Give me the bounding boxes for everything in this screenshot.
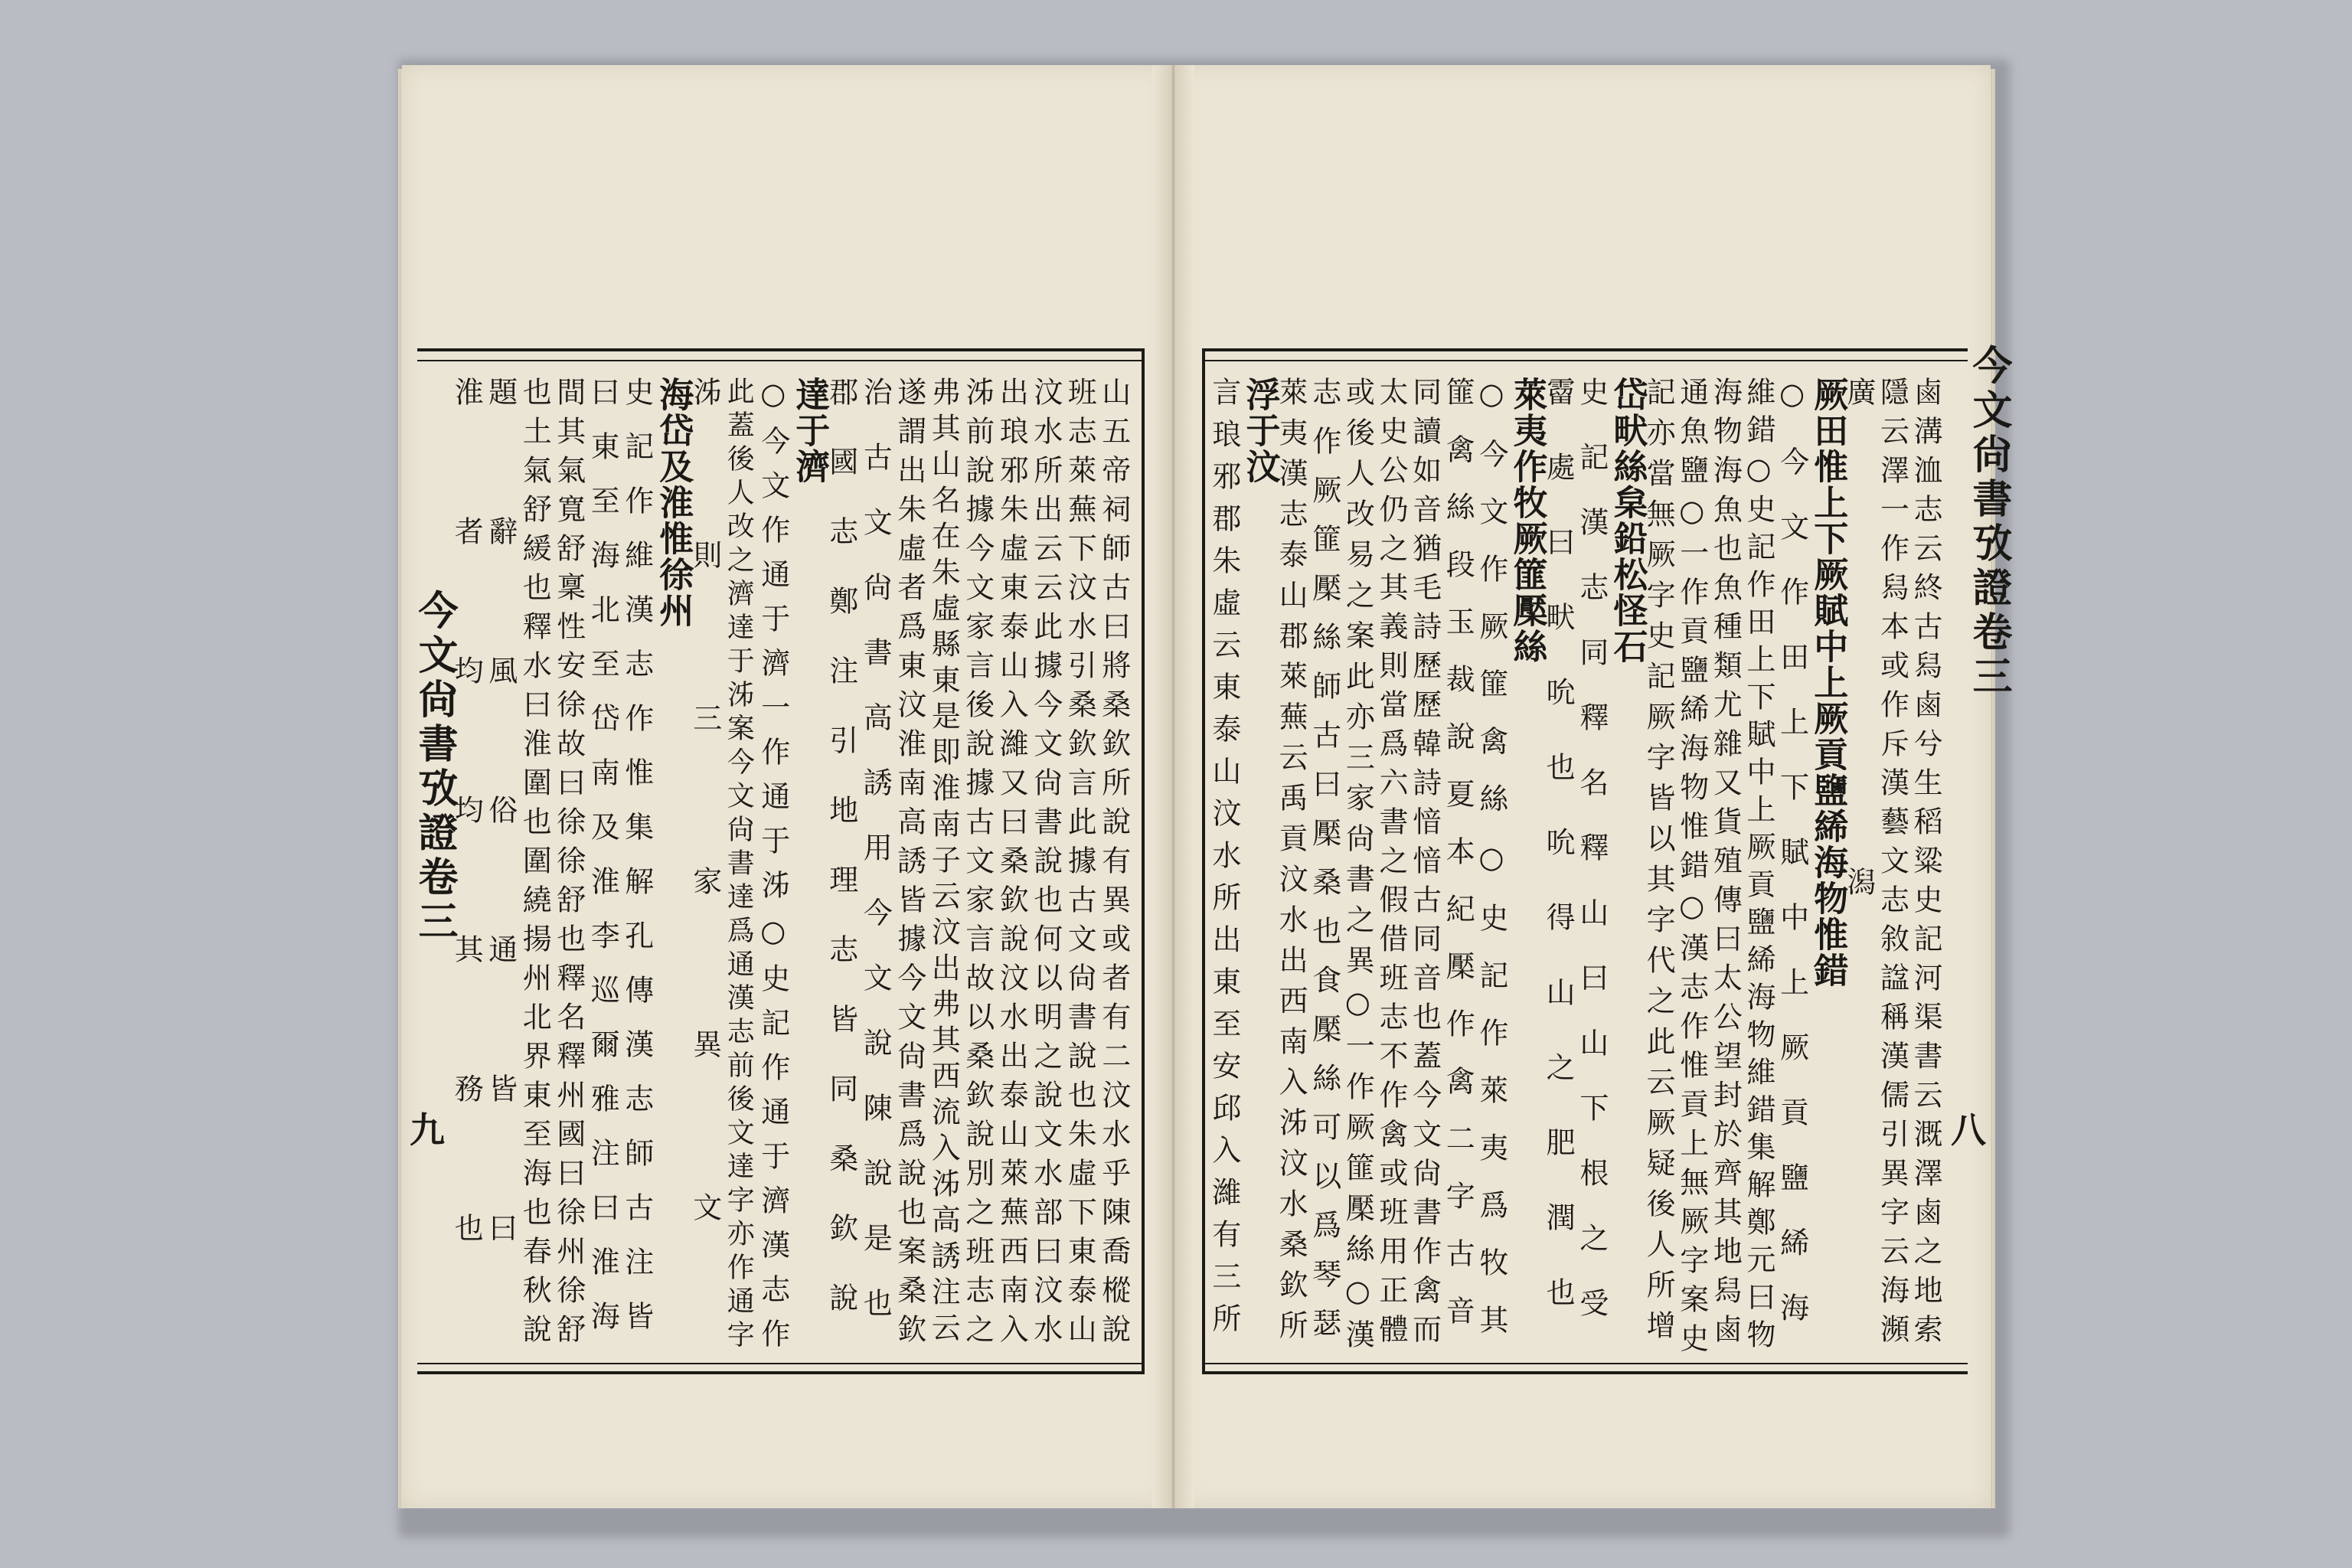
left-frame-inner-top [417,360,1145,361]
left-column-11: ○今文作通于濟一作通于泲○史記作通于濟漢志作 [756,377,790,1363]
right-column-22: 言琅邪郡朱虛云東泰山汶水所出東至安邱入濰有三所 [1207,377,1241,1345]
left-frame-inner-bottom [417,1363,1145,1364]
right-column-7: 海物海魚也魚種類尤雜又貨殖傳曰太公望封於齊其地舄鹵 [1708,377,1743,1353]
right-column-20: 萊夷漢志泰山郡萊蕪云禹貢汶水出西南入泲汶水桑欽所 [1274,377,1308,1351]
left-column-3: 汶水所出云云此據今文尙書說也何以明之說文水部曰汶水 [1028,377,1063,1353]
right-column-5: ○今文作田上下賦中上厥貢鹽絺海 [1775,377,1809,1357]
right-folio: 八 [1951,1109,1986,1151]
right-column-11: 史記漢志同釋名釋山曰山下根之受 [1574,377,1609,1353]
left-column-6: 弗其山名在朱虛縣東是即淮南子云汶出弗其西流入泲高誘注云 [926,377,961,1348]
right-column-12: 霤處曰畎吮也吮得山之肥潤也 [1541,377,1576,1352]
right-column-10: 岱畎絲枲鉛松怪石 [1607,377,1648,665]
right-column-9: 記亦當無厥字史記厥字皆以其字代之此云厥疑後人所增 [1642,377,1676,1351]
right-column-18: 或後人改易之案此亦三家尙書之異○一作厥篚檿絲○漢 [1341,377,1375,1360]
left-column-18: 也土氣舒緩也釋水曰淮圍也圍繞揚州北界東至海也春秋說 [518,377,552,1353]
left-spine-title: 今文尙書攷證卷三 [411,590,458,945]
right-spine-title: 今文尙書攷證卷三 [1965,345,2012,700]
right-column-15: 篚禽絲段玉裁說夏本紀檿作禽二字古音 [1441,377,1475,1353]
book-gutter [1152,65,1194,1508]
left-column-10: 達于濟 [789,377,831,485]
left-column-7: 遂謂出朱虛者爲東汶淮南高誘皆據今文尙書爲說也案桑欽 [892,377,926,1353]
right-column-16: 同讀如音猶毛詩歷歷韓詩愔愔古同音也蓋今文尙書作禽而 [1407,377,1442,1353]
right-column-3: 廣潟 [1841,377,1876,1357]
right-column-14: ○今文作厥篚禽絲○史記作萊夷爲牧其 [1474,377,1508,1362]
left-folio: 九 [410,1109,445,1151]
right-column-6: 維錯○史記作田上下賦中上厥貢鹽絺海物維錯集解鄭元曰物 [1742,377,1775,1357]
left-column-1: 山五帝祠師古曰將桑欽所說有異或者有二汶水乎陳喬樅說 [1096,377,1131,1353]
right-frame-inner-top [1202,360,1968,361]
right-column-1: 鹵溝洫志云終古舄鹵兮生稻粱史記河渠書云溉澤鹵之地索 [1909,377,1943,1353]
right-column-13: 萊夷作牧厥篚檿絲 [1507,377,1548,665]
left-column-20: 淮者均均其務也 [449,377,484,1352]
right-column-4: 厥田惟上下厥賦中上厥貢鹽絺海物惟錯 [1808,377,1849,988]
right-column-19: 志作厥篚檿絲師古曰檿桑也食檿絲可以爲琴瑟 [1307,377,1341,1357]
left-column-8: 治古文尙書高誘用今文說陳說是也 [858,377,893,1353]
right-frame-inner-bottom [1202,1363,1968,1364]
left-column-2: 班志萊蕪下汶水引桑欽言此據古文尙書說也朱虛下東泰山 [1063,377,1097,1353]
left-column-16: 曰東至海北至岱南及淮李巡爾雅注曰淮海 [586,377,620,1355]
right-column-17: 太史公仍之其義則當爲六書之假借班志不作禽或班用正體 [1374,377,1408,1353]
left-column-15: 史記作維漢志作惟集解孔傳漢志師古注皆 [619,377,654,1355]
left-column-19: 題辭風俗通皆曰 [483,377,518,1352]
left-column-12: 此蓋後人改之濟達于泲案今文尙書達爲通漢志前後文達字亦作通字 [723,377,755,1354]
right-column-2: 隱云澤一作舄本或作斥漢藝文志敘諡稱漢儒引異字云海瀕 [1875,377,1909,1353]
right-column-21: 浮于汶 [1240,377,1281,485]
left-column-4: 出琅邪朱虛東泰山入濰又曰桑欽說汶水出泰山萊蕪西南入 [995,377,1029,1353]
left-column-13: 泲則三家異文 [688,377,722,1355]
left-column-9: 郡國志鄭注引地理志皆同桑欽說 [824,377,858,1352]
left-column-17: 間其氣寬舒稟性安徐故曰徐徐舒也釋名釋州國曰徐州徐舒 [551,377,586,1353]
left-column-5: 泲前說據今文家言後說據古文家言故以桑欽說別之班志之 [960,377,995,1353]
right-column-8: 通魚鹽○一作貢鹽絺海物惟錯○漢志作惟貢上無厥字案史 [1674,377,1709,1362]
left-column-14: 海岱及淮惟徐州 [653,377,694,629]
